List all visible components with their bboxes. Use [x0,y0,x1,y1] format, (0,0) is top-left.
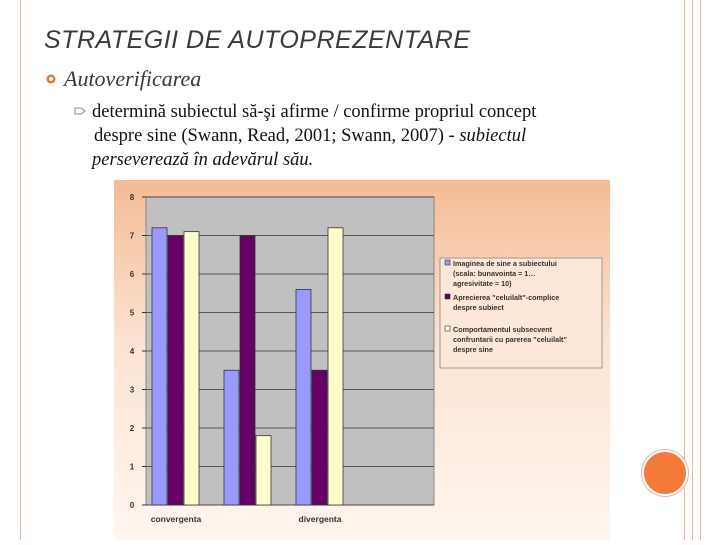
legend-label: Aprecierea "celuilalt"-complice [453,293,560,302]
gear-icon [46,74,56,84]
description-line-3: perseverează în adevărul său. [92,150,314,170]
arrow-bullet-icon [74,106,86,116]
legend-label: despre sine [453,345,493,354]
y-tick-label: 2 [129,424,135,433]
legend-label: agresivitate = 10) [453,279,512,288]
x-category-label: divergenta [298,514,342,524]
chart-svg [114,180,610,540]
bar [256,436,271,505]
legend-label: Imaginea de sine a subiectului [453,259,557,268]
legend-swatch [445,260,450,265]
description-line-2 [74,124,614,148]
y-tick-label: 5 [129,308,135,318]
legend-label: despre subiect [453,303,504,312]
frame-left-line [20,0,21,540]
x-category-label: convergenta [150,514,202,524]
frame-right-line [692,0,693,540]
bar [224,370,239,505]
y-tick-label: 6 [129,270,135,279]
y-tick-label: 0 [129,501,135,510]
bar [240,236,255,506]
bar [184,232,199,505]
bar [328,228,343,505]
y-tick-label: 4 [129,347,135,356]
bullet-description [74,100,614,172]
legend-swatch [445,294,450,299]
bar [152,228,167,505]
frame-right-line [684,0,685,540]
bar-chart [114,180,610,540]
description-line-2-italic: subiectul [459,126,527,146]
decorative-circle [642,450,688,496]
description-line-1: determină subiectul să-şi afirme / confirme propriul concept [92,102,537,122]
legend-label: confruntarii cu parerea "celuilalt" [453,335,567,344]
y-tick-label: 3 [129,385,135,395]
y-tick-label: 7 [129,231,135,241]
bar [296,289,311,505]
legend-label: (scala: bunavointa = 1… [453,269,536,278]
description-line-2-text: despre sine (Swann, Read, 2001; Swann, 2007) - [94,126,460,146]
y-tick-label: 1 [129,462,135,472]
frame-right-line [700,0,701,540]
slide-title: STRATEGII DE AUTOPREZENTARE [44,26,471,54]
legend-swatch [445,326,450,331]
bar [168,236,183,506]
y-tick-label: 8 [129,193,135,202]
legend-label: Comportamentul subsecvent [453,325,553,334]
bullet-autoverificarea [46,66,201,92]
bullet-label: Autoverificarea [64,66,202,91]
bar [312,370,327,505]
